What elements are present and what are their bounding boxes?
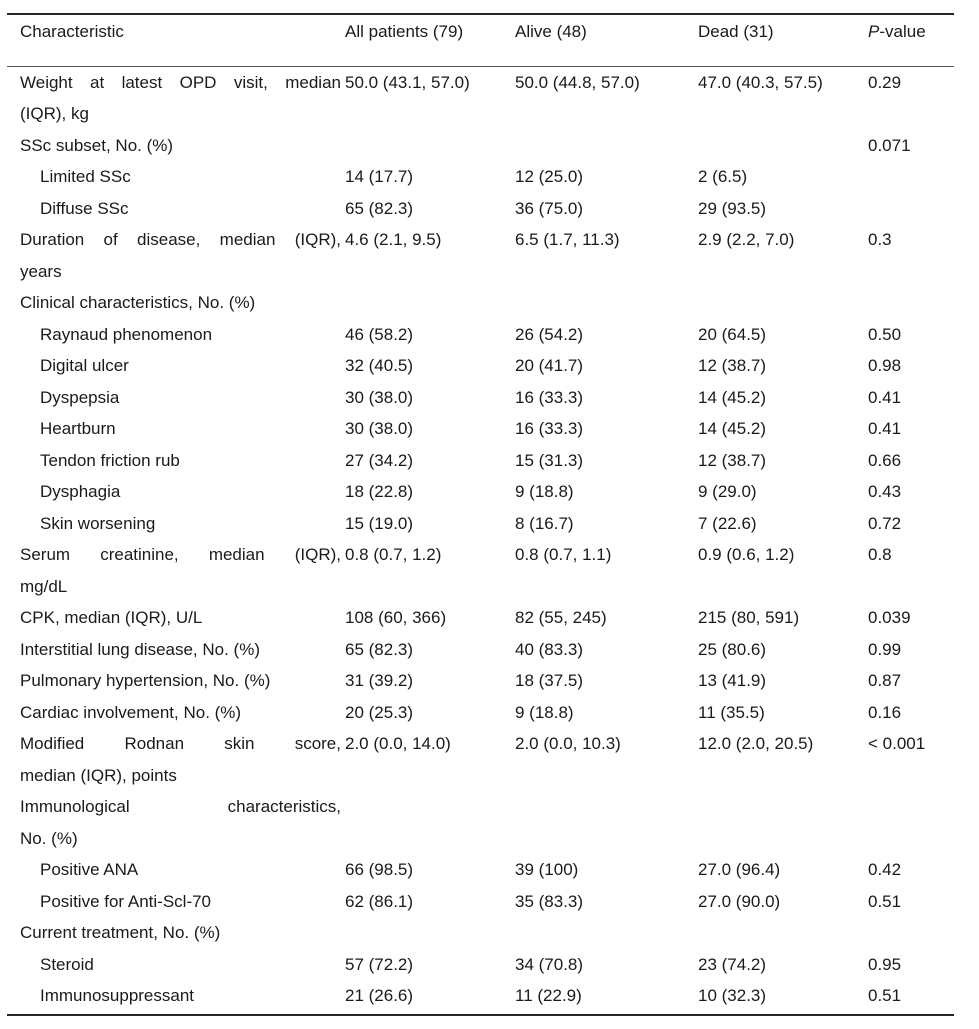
cell-dead: 2 (6.5)	[698, 167, 748, 186]
cell-alive: 2.0 (0.0, 10.3)	[515, 734, 621, 753]
col-header-characteristic: Characteristic	[7, 14, 345, 66]
cell-dead: 27.0 (96.4)	[698, 860, 781, 879]
cell-all-patients: 32 (40.5)	[345, 356, 414, 375]
row-label-line: Heartburn	[40, 419, 116, 438]
cell-alive	[515, 287, 698, 319]
cell-p-value	[868, 193, 954, 225]
cell-dead	[698, 791, 868, 854]
cell-p-value: 0.95	[868, 954, 902, 974]
row-label-line: Cardiac involvement, No. (%)	[20, 702, 242, 722]
cell-dead: 0.9 (0.6, 1.2)	[698, 545, 795, 564]
row-label-line: Diffuse SSc	[40, 198, 129, 218]
cell-alive: 82 (55, 245)	[515, 608, 607, 627]
cell-all-patients: 18 (22.8)	[345, 482, 414, 501]
cell-alive	[515, 130, 698, 162]
table-row	[7, 287, 954, 319]
row-label	[7, 949, 345, 981]
row-label-line: Limited SSc	[40, 167, 131, 186]
row-label	[7, 854, 345, 886]
table-row	[7, 382, 954, 414]
cell-dead: 2.9 (2.2, 7.0)	[698, 230, 795, 249]
cell-p-value: 0.66	[868, 450, 902, 470]
cell-alive: 9 (18.8)	[515, 482, 574, 501]
cell-dead: 23 (74.2)	[698, 954, 767, 974]
row-label-line: Digital ulcer	[40, 356, 129, 375]
cell-all-patients: 31 (39.2)	[345, 671, 414, 690]
patient-characteristics-table	[7, 13, 954, 1016]
table-row	[7, 319, 954, 351]
table-row	[7, 791, 954, 854]
table-header-row	[7, 14, 954, 66]
row-label-line: Serum creatinine, median (IQR),	[20, 545, 341, 564]
table-row	[7, 161, 954, 193]
row-label-line: SSc subset, No. (%)	[20, 135, 174, 155]
cell-dead: 10 (32.3)	[698, 986, 767, 1005]
cell-p-value: 0.41	[868, 419, 902, 438]
cell-alive: 50.0 (44.8, 57.0)	[515, 72, 640, 92]
row-label-line: Raynaud phenomenon	[40, 324, 213, 344]
cell-all-patients: 46 (58.2)	[345, 324, 414, 344]
cell-all-patients: 30 (38.0)	[345, 419, 414, 438]
cell-dead: 29 (93.5)	[698, 198, 767, 218]
row-label-line: Current treatment, No. (%)	[20, 923, 221, 942]
cell-all-patients: 4.6 (2.1, 9.5)	[345, 230, 442, 249]
row-label-line: Duration of disease, median (IQR),	[20, 230, 341, 249]
row-label	[7, 476, 345, 508]
row-label	[7, 319, 345, 351]
cell-alive: 8 (16.7)	[515, 513, 574, 533]
row-label-line: No. (%)	[20, 828, 78, 848]
cell-p-value: 0.72	[868, 513, 902, 533]
cell-p-value: 0.039	[868, 608, 911, 627]
cell-all-patients: 62 (86.1)	[345, 891, 414, 911]
cell-alive: 39 (100)	[515, 860, 579, 879]
row-label	[7, 697, 345, 729]
table-row	[7, 350, 954, 382]
cell-all-patients: 50.0 (43.1, 57.0)	[345, 72, 470, 92]
row-label-line: Modified Rodnan skin score,	[20, 734, 341, 753]
cell-alive	[515, 791, 698, 854]
cell-dead: 7 (22.6)	[698, 513, 757, 533]
table-row	[7, 980, 954, 1015]
cell-dead: 9 (29.0)	[698, 482, 757, 501]
col-header-alive: Alive (48)	[515, 14, 698, 66]
table-row	[7, 697, 954, 729]
cell-p-value: 0.29	[868, 72, 902, 92]
cell-all-patients: 108 (60, 366)	[345, 608, 447, 627]
cell-p-value: 0.42	[868, 860, 902, 879]
row-label	[7, 130, 345, 162]
row-label-line: Positive for Anti-Scl-70	[40, 891, 212, 911]
cell-dead: 47.0 (40.3, 57.5)	[698, 72, 823, 92]
cell-alive: 18 (37.5)	[515, 671, 584, 690]
cell-p-value: 0.16	[868, 702, 902, 722]
cell-p-value	[868, 917, 954, 949]
cell-p-value	[868, 287, 954, 319]
cell-all-patients	[345, 917, 515, 949]
cell-all-patients	[345, 287, 515, 319]
cell-p-value	[868, 791, 954, 854]
cell-dead: 12 (38.7)	[698, 356, 767, 375]
table-row	[7, 66, 954, 130]
row-label-line: (IQR), kg	[20, 104, 89, 123]
row-label	[7, 224, 345, 287]
cell-p-value: 0.87	[868, 671, 902, 690]
row-label	[7, 728, 345, 791]
cell-alive: 9 (18.8)	[515, 702, 574, 722]
table-body	[7, 66, 954, 1015]
cell-alive: 0.8 (0.7, 1.1)	[515, 545, 612, 564]
row-label	[7, 287, 345, 319]
row-label-line: Dysphagia	[40, 482, 121, 501]
cell-dead	[698, 917, 868, 949]
cell-all-patients: 65 (82.3)	[345, 198, 414, 218]
cell-dead	[698, 130, 868, 162]
table-row	[7, 634, 954, 666]
row-label	[7, 886, 345, 918]
row-label-line: median (IQR), points	[20, 765, 177, 785]
cell-all-patients: 2.0 (0.0, 14.0)	[345, 734, 451, 753]
row-label-line: Clinical characteristics, No. (%)	[20, 293, 256, 312]
cell-alive	[515, 917, 698, 949]
table-row	[7, 728, 954, 791]
table-row	[7, 602, 954, 634]
table-row	[7, 949, 954, 981]
cell-p-value: 0.41	[868, 387, 902, 407]
cell-all-patients: 65 (82.3)	[345, 639, 414, 659]
row-label	[7, 193, 345, 225]
cell-all-patients: 20 (25.3)	[345, 702, 414, 722]
cell-dead: 14 (45.2)	[698, 387, 767, 407]
cell-alive: 16 (33.3)	[515, 387, 584, 407]
row-label	[7, 539, 345, 602]
cell-dead: 14 (45.2)	[698, 419, 767, 438]
row-label	[7, 413, 345, 445]
row-label	[7, 791, 345, 854]
cell-p-value: 0.8	[868, 545, 892, 564]
col-header-dead: Dead (31)	[698, 14, 868, 66]
row-label	[7, 161, 345, 193]
row-label-line: Pulmonary hypertension, No. (%)	[20, 671, 271, 690]
cell-all-patients: 27 (34.2)	[345, 450, 414, 470]
row-label-line: Tendon friction rub	[40, 450, 180, 470]
table-row	[7, 508, 954, 540]
cell-alive: 12 (25.0)	[515, 167, 584, 186]
row-label	[7, 445, 345, 477]
cell-alive: 34 (70.8)	[515, 954, 584, 974]
cell-alive: 26 (54.2)	[515, 324, 584, 344]
cell-dead: 11 (35.5)	[698, 702, 765, 722]
cell-all-patients: 0.8 (0.7, 1.2)	[345, 545, 442, 564]
row-label-line: Steroid	[40, 954, 94, 974]
table-row	[7, 445, 954, 477]
cell-all-patients: 57 (72.2)	[345, 954, 414, 974]
cell-p-value: 0.071	[868, 135, 911, 155]
cell-dead: 12.0 (2.0, 20.5)	[698, 734, 814, 753]
cell-all-patients: 21 (26.6)	[345, 986, 414, 1005]
cell-p-value: 0.43	[868, 482, 902, 501]
cell-p-value: 0.50	[868, 324, 902, 344]
cell-dead: 12 (38.7)	[698, 450, 767, 470]
cell-dead: 215 (80, 591)	[698, 608, 800, 627]
row-label	[7, 382, 345, 414]
row-label	[7, 602, 345, 634]
row-label	[7, 350, 345, 382]
table-row	[7, 476, 954, 508]
cell-alive: 16 (33.3)	[515, 419, 584, 438]
cell-p-value: 0.98	[868, 356, 902, 375]
cell-alive: 20 (41.7)	[515, 356, 584, 375]
row-label	[7, 66, 345, 130]
row-label-line: mg/dL	[20, 576, 68, 596]
row-label-line: Weight at latest OPD visit, median	[20, 72, 341, 92]
cell-p-value: 0.51	[868, 891, 902, 911]
table-row	[7, 854, 954, 886]
row-label-line: Skin worsening	[40, 513, 156, 533]
cell-alive: 15 (31.3)	[515, 450, 584, 470]
cell-all-patients: 66 (98.5)	[345, 860, 414, 879]
cell-p-value: 0.51	[868, 986, 902, 1005]
row-label	[7, 508, 345, 540]
cell-alive: 36 (75.0)	[515, 198, 584, 218]
cell-dead: 25 (80.6)	[698, 639, 767, 659]
cell-all-patients: 30 (38.0)	[345, 387, 414, 407]
table-row	[7, 413, 954, 445]
table-row	[7, 886, 954, 918]
row-label	[7, 665, 345, 697]
row-label-line: Positive ANA	[40, 860, 139, 879]
cell-alive: 6.5 (1.7, 11.3)	[515, 230, 620, 249]
col-header-all-patients: All patients (79)	[345, 14, 515, 66]
table-row	[7, 224, 954, 287]
table-row	[7, 665, 954, 697]
row-label-line: Immunological characteristics,	[20, 797, 341, 816]
table-row	[7, 193, 954, 225]
table-row	[7, 130, 954, 162]
cell-alive: 40 (83.3)	[515, 639, 584, 659]
cell-all-patients: 15 (19.0)	[345, 513, 414, 533]
cell-p-value: < 0.001	[868, 734, 926, 753]
cell-p-value: 0.99	[868, 639, 902, 659]
table-row	[7, 917, 954, 949]
row-label	[7, 980, 345, 1015]
cell-alive: 11 (22.9)	[515, 986, 582, 1005]
row-label-line: Dyspepsia	[40, 387, 120, 407]
cell-alive: 35 (83.3)	[515, 891, 584, 911]
cell-p-value	[868, 161, 954, 193]
row-label-line: years	[20, 261, 62, 281]
row-label	[7, 917, 345, 949]
cell-dead: 13 (41.9)	[698, 671, 767, 690]
cell-dead: 20 (64.5)	[698, 324, 767, 344]
cell-p-value: 0.3	[868, 230, 892, 249]
row-label-line: CPK, median (IQR), U/L	[20, 608, 203, 627]
row-label-line: Immunosuppressant	[40, 986, 195, 1005]
cell-dead	[698, 287, 868, 319]
col-header-p-value: P-value	[868, 14, 954, 66]
table-row	[7, 539, 954, 602]
cell-all-patients	[345, 130, 515, 162]
cell-all-patients	[345, 791, 515, 854]
cell-all-patients: 14 (17.7)	[345, 167, 414, 186]
row-label-line: Interstitial lung disease, No. (%)	[20, 639, 260, 659]
row-label	[7, 634, 345, 666]
cell-dead: 27.0 (90.0)	[698, 891, 781, 911]
